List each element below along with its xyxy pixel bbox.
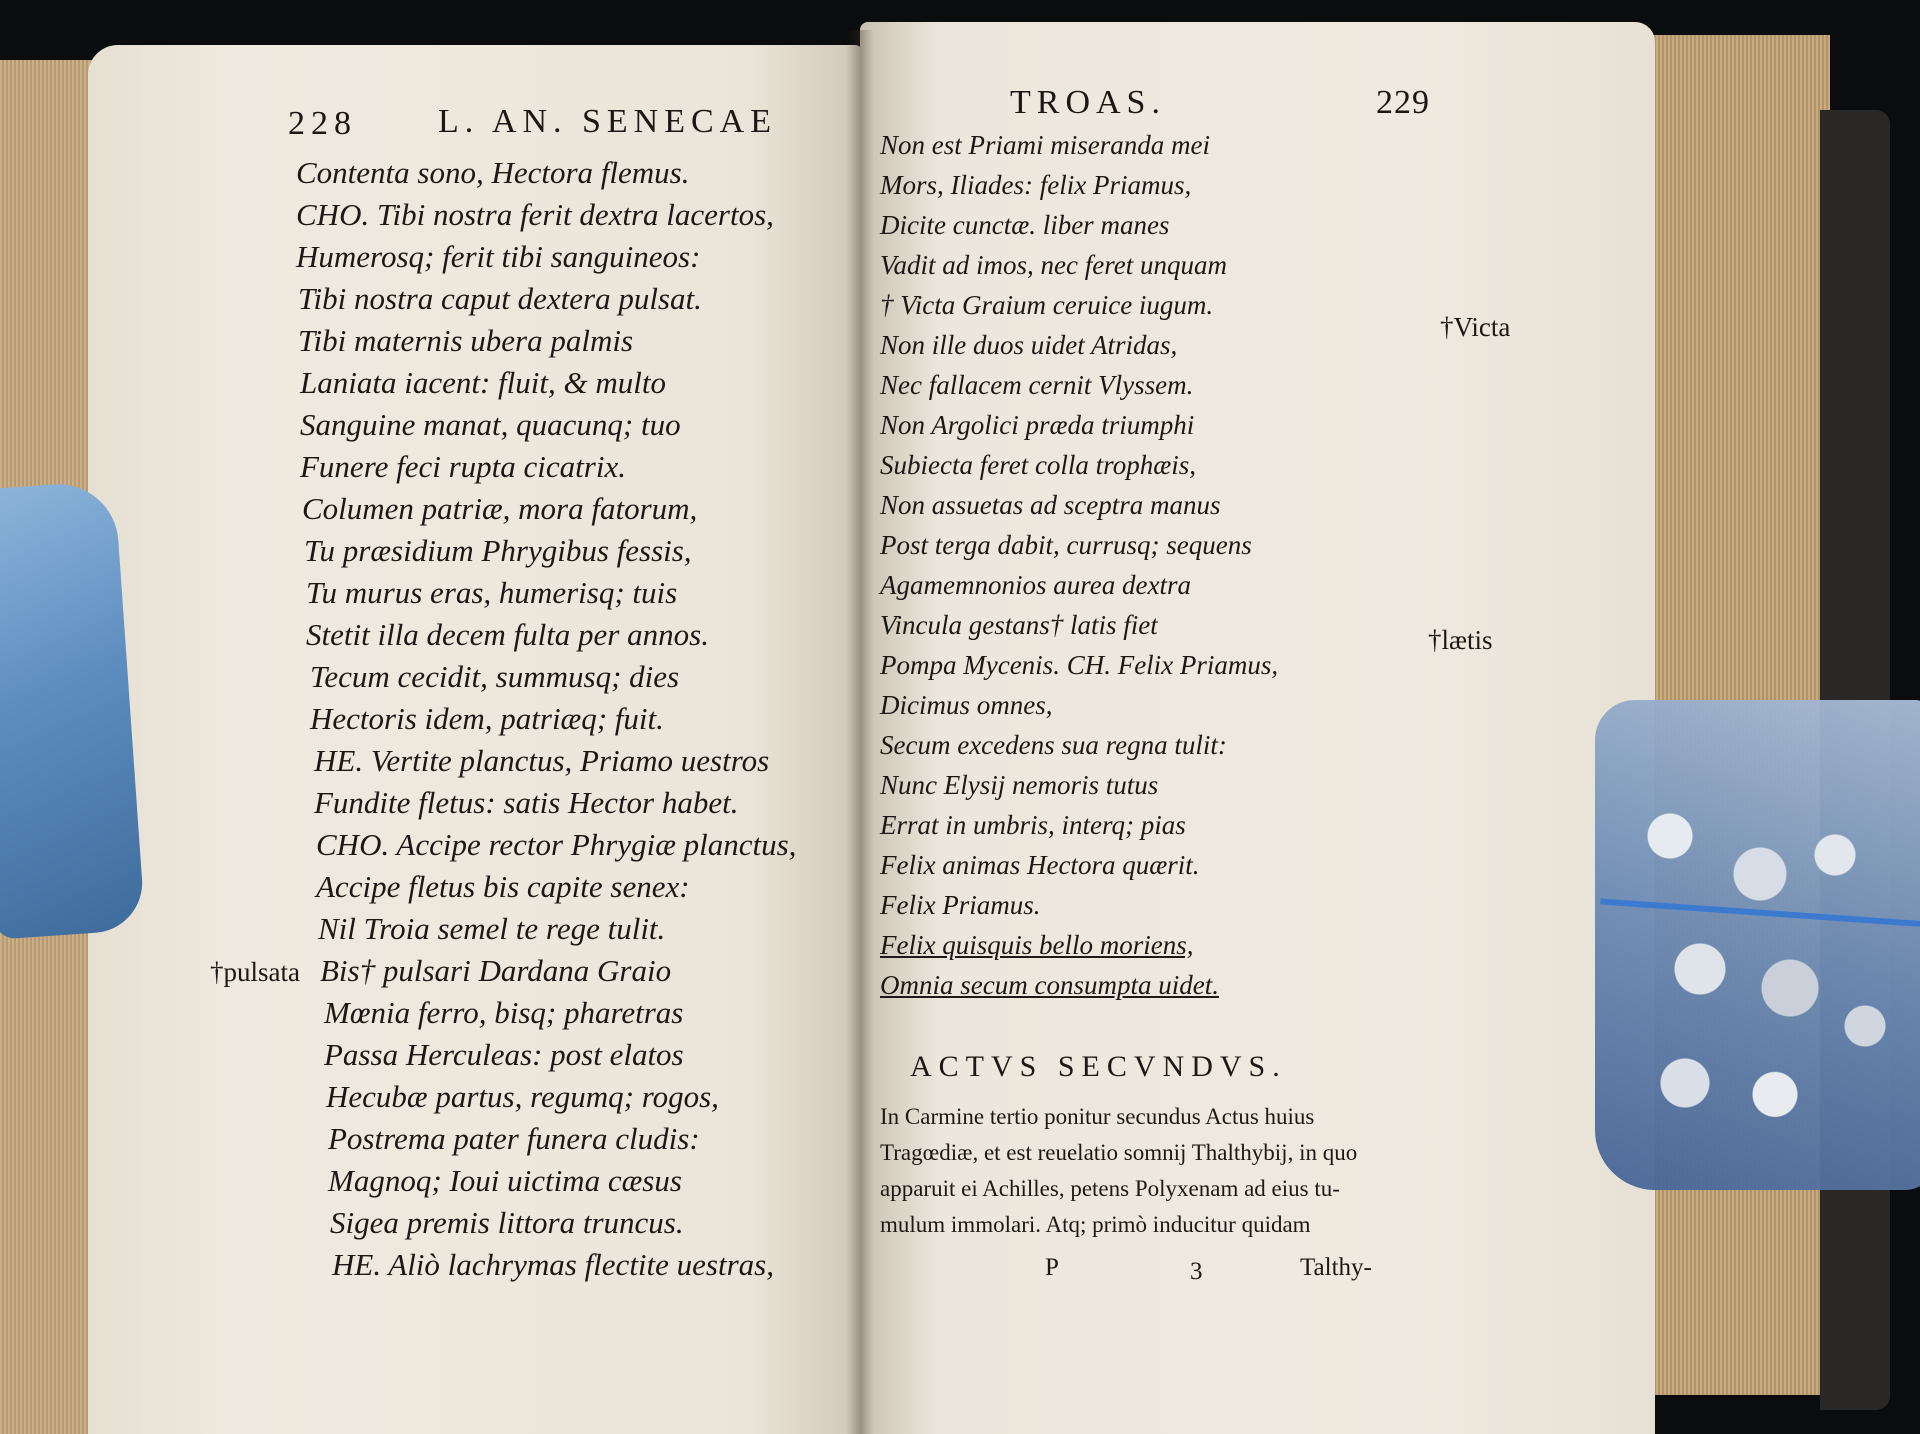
verse-line: Nil Troia semel te rege tulit. — [318, 911, 666, 946]
verse-line: Tu præsidium Phrygibus fessis, — [304, 533, 692, 568]
verse-line: Postrema pater funera cludis: — [328, 1121, 700, 1156]
verse-line: Contenta sono, Hectora flemus. — [296, 155, 690, 190]
verse-line: Laniata iacent: fluit, & multo — [300, 365, 666, 400]
verse-line: HE. Aliò lachrymas flectite uestras, — [332, 1247, 774, 1282]
prose-line: Tragœdiæ, et est reuelatio somnij Thalthybij, in quo — [880, 1140, 1358, 1165]
verse-line: Errat in umbris, interq; pias — [880, 810, 1186, 840]
verse-line: Nec fallacem cernit Vlyssem. — [880, 370, 1194, 400]
verse-line: Dicite cunctæ. liber manes — [880, 210, 1170, 240]
verse-line: Vincula gestans† latis fiet — [880, 610, 1158, 640]
verse-line: CHO. Tibi nostra ferit dextra lacertos, — [296, 197, 774, 232]
verse-line: Hectoris idem, patriæq; fuit. — [310, 701, 664, 736]
verse-line: Non Argolici præda triumphi — [880, 410, 1195, 440]
verse-line: Magnoq; Ioui uictima cæsus — [328, 1163, 682, 1198]
verse-line: Hecubæ partus, regumq; rogos, — [326, 1079, 719, 1114]
verse-line: Nunc Elysij nemoris tutus — [880, 770, 1159, 800]
left-running-head: L. AN. SENECAE — [438, 103, 777, 140]
verse-line: Omnia secum consumpta uidet. — [880, 970, 1219, 1000]
verse-line: Tecum cecidit, summusq; dies — [310, 659, 680, 694]
prose-line: apparuit ei Achilles, petens Polyxenam ad eius tu- — [880, 1176, 1340, 1201]
right-folio: 229 — [1376, 84, 1430, 121]
verse-line: Non ille duos uidet Atridas, — [880, 330, 1178, 360]
verse-line: Secum excedens sua regna tulit: — [880, 730, 1227, 760]
verse-line: Tu murus eras, humerisq; tuis — [306, 575, 678, 610]
prose-line: mulum immolari. Atq; primò inducitur quidam — [880, 1212, 1311, 1237]
right-marginal-note: †lætis — [1428, 625, 1493, 655]
verse-line: Felix animas Hectora quærit. — [880, 850, 1200, 880]
book-gutter — [846, 30, 874, 1434]
prose-line: In Carmine tertio ponitur secundus Actus huius — [880, 1104, 1315, 1129]
verse-line: Post terga dabit, currusq; sequens — [880, 530, 1252, 560]
verse-line: Passa Herculeas: post elatos — [324, 1037, 684, 1072]
verse-line: Fundite fletus: satis Hector habet. — [314, 785, 739, 820]
verse-line: Pompa Mycenis. CH. Felix Priamus, — [880, 650, 1279, 680]
pebbles — [1610, 760, 1910, 1140]
verse-line: Stetit illa decem fulta per annos. — [306, 617, 709, 652]
verse-line: Funere feci rupta cicatrix. — [300, 449, 626, 484]
verse-line: Tibi nostra caput dextera pulsat. — [298, 281, 702, 316]
verse-line: HE. Vertite planctus, Priamo uestros — [314, 743, 770, 778]
verse-line: Mors, Iliades: felix Priamus, — [880, 170, 1192, 200]
right-running-head: TROAS. — [1010, 84, 1166, 121]
verse-line: † Victa Graium ceruice iugum. — [880, 290, 1214, 320]
verse-line: Tibi maternis ubera palmis — [298, 323, 634, 358]
verse-line: Felix quisquis bello moriens, — [880, 930, 1194, 960]
verse-line: Humerosq; ferit tibi sanguineos: — [296, 239, 701, 274]
catchword: Talthy- — [1300, 1254, 1372, 1281]
verse-line: Felix Priamus. — [880, 890, 1041, 920]
verse-line: Accipe fletus bis capite senex: — [316, 869, 690, 904]
verse-line: Columen patriæ, mora fatorum, — [302, 491, 698, 526]
act-heading: ACTVS SECVNDVS. — [910, 1050, 1287, 1083]
signature-mark: P — [1045, 1254, 1059, 1281]
verse-line: Bis† pulsari Dardana Graio — [320, 953, 672, 988]
verse-line: Sigea premis littora truncus. — [330, 1205, 684, 1240]
right-page — [860, 22, 1655, 1434]
verse-line: Non est Priami miseranda mei — [880, 130, 1210, 160]
verse-line: Subiecta feret colla trophæis, — [880, 450, 1196, 480]
verse-line: Vadit ad imos, nec feret unquam — [880, 250, 1227, 280]
signature-number: 3 — [1190, 1258, 1203, 1285]
left-folio: 228 — [288, 105, 357, 142]
verse-line: CHO. Accipe rector Phrygiæ planctus, — [316, 827, 797, 862]
right-marginal-note: †Victa — [1440, 312, 1511, 342]
verse-line: Dicimus omnes, — [880, 690, 1053, 720]
verse-line: Non assuetas ad sceptra manus — [880, 490, 1221, 520]
verse-line: Agamemnonios aurea dextra — [880, 570, 1191, 600]
verse-line: Mœnia ferro, bisq; pharetras — [324, 995, 684, 1030]
left-page — [88, 45, 863, 1434]
left-marginal-note: †pulsata — [210, 957, 300, 987]
verse-line: Sanguine manat, quacunq; tuo — [300, 407, 681, 442]
